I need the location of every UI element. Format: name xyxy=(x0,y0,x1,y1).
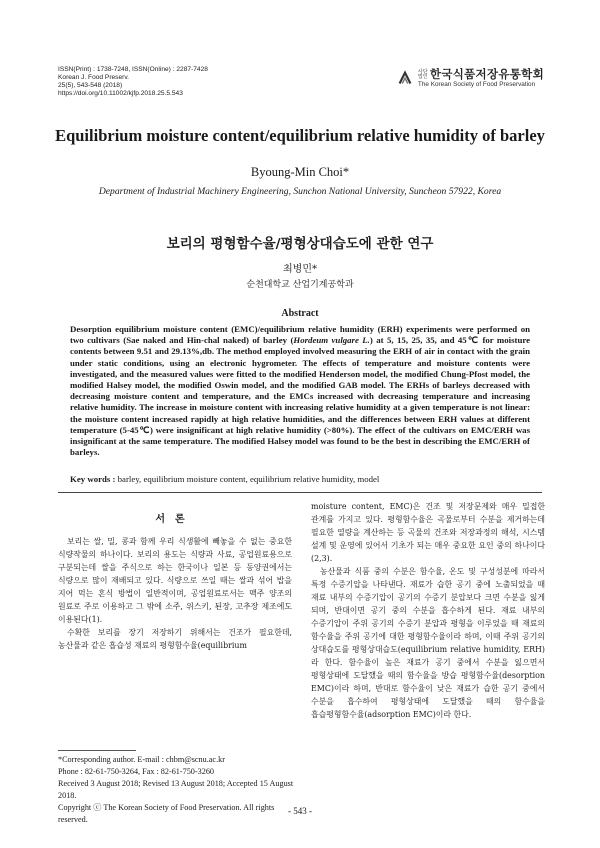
society-name-en: The Korean Society of Food Preservation xyxy=(417,81,536,88)
society-prefix: 사단법인 xyxy=(417,68,428,80)
issn-line: ISSN(Print) : 1738-7248, ISSN(Online) : 2287-7428 xyxy=(58,66,208,73)
keywords-label: Key words : xyxy=(70,474,116,484)
author-en: Byoung-Min Choi* xyxy=(250,165,350,179)
author-kr: 최병민* xyxy=(283,264,317,275)
keywords xyxy=(70,474,540,484)
society-emblem-icon xyxy=(396,70,414,88)
page-number: - 543 - xyxy=(288,806,312,816)
corresponding-author: *Corresponding author. E-mail : chbm@scnu.ac.kr xyxy=(58,755,225,764)
contact-phone: Phone : 82-61-750-3264, Fax : 82-61-750-3260 xyxy=(58,767,215,776)
title-en: Equilibrium moisture content/equilibrium relative humidity of barley xyxy=(55,126,545,145)
doi-link[interactable]: https://doi.org/10.11002/kjfp.2018.25.5.543 xyxy=(58,90,183,97)
journal-meta xyxy=(58,66,208,98)
footnote-divider xyxy=(58,750,136,751)
journal-name: Korean J. Food Preserv. xyxy=(58,74,129,81)
affiliation-en: Department of Industrial Machinery Engineering, Sunchon National University, Suncheon 57922, Korea xyxy=(98,186,502,197)
abstract-part1: Desorption equilibrium moisture content (EMC)/equilibrium relative humidity (ERH) experiments were performed on two cultivars (Sae naked and Hin-chal naked) of barley ( xyxy=(70,324,530,346)
intro-paragraph-3: moisture content, EMC)은 건조 및 저장문제와 매우 밀접한 관계를 가지고 있다. 평형함수율은 곡물로부터 수분을 제거하는데 필요한 열량을 계산하는 등 곡물의 건조와 저장과정의 해석, 시스템 설계 및 운영에 있어서 기초가 되는 매우 중요한 요인 중의 하나이다(2,3). xyxy=(311,502,545,563)
left-column xyxy=(58,500,292,652)
intro-paragraph-4: 농산물과 식품 중의 수분은 함수율, 온도 및 구성성분에 따라서 특정 수증기압을 나타낸다. 재료가 습한 공기 중에 노출되었을 때 재료 내부의 수증기압이 공기의 수증기 분압보다 크면 수분을 잃게 되며, 반대이면 공기 중의 수분을 흡수하게 된다. 재료 내부의 수증기압이 주위 공기의 수증기 분압과 평형을 이루었을 때 재료의 함수율을 주위 공기에 대한 평형함수율이라 하며, 이때 주위 공기의 상대습도를 평형상대습도(equilibrium relative humidity, ERH)라 한다. 함수율이 높은 재료가 공기 중에서 수분을 잃으면서 평형상태에 도달했을 때의 함수율을 방습 평형함수율(desorption EMC)이라 하며, 반대로 함수율이 낮은 재료가 습한 공기 중에서 수분을 흡수하여 평형상태에 도달했을 때의 함수율을 흡습평형함수율(adsorption EMC)이라 한다. xyxy=(311,567,545,719)
intro-paragraph-1: 보리는 쌀, 밀, 콩과 함께 우리 식생활에 빼놓을 수 없는 중요한 식량작물의 하나이다. 보리의 용도는 식량과 사료, 공업원료용으로 구분되는데 쌀을 주식으로 하는 한국이나 일본 등 동양권에서는 식량으로 많이 재배되고 있다. 식량으로 쓰일 때는 쌀과 섞어 밥을 지어 먹는 혼식 방법이 일반적이며, 공업원료로서는 맥주 양조의 원료로 주로 이용하고 그 밖에 소주, 위스키, 된장, 고추장 제조에도 이용된다(1). xyxy=(58,537,292,624)
species-name: Hordeum vulgare L. xyxy=(293,335,370,346)
abstract-part2: ) at 5, 15, 25, 35, and 45℃ for moisture contents between 9.51 and 29.13%,db. The method employed involved measuring the ERH of air in contact with the grain under static conditions, using an electronic hygrometer. The effects of temperature and moisture contents were investigated, and the measured values were fitted to the modified Henderson model, the modified Chung-Pfost model, the modified Halsey model, the modified Oswin model, and the modified GAB model. The ERHs of barleys decreased with decreasing moisture content and temperature, and the EMCs increased with decreasing temperature and increasing relative humidity. The increase in moisture content with increasing relative humidity at a given temperature is not linear: the moisture content increased rapidly at high relative humidities, and the differences between ERH values at different temperature (5-45℃) were insignificant at high relative humidity (>80%). The effect of the cultivars on EMC/ERH was insignificant at the same temperature. The modified Halsey model was found to be the best in describing the EMC/ERH of barleys. xyxy=(70,335,531,458)
title-kr: 보리의 평형함수율/평형상대습도에 관한 연구 xyxy=(166,236,434,252)
section-heading-intro: 서론 xyxy=(155,514,195,525)
volume-pages: 25(5), 543-548 (2018) xyxy=(58,82,123,89)
divider xyxy=(58,492,542,493)
society-name-kr: 한국식품저장유통학회 xyxy=(429,67,544,81)
abstract-body xyxy=(70,324,530,458)
society-logo xyxy=(396,68,544,89)
intro-paragraph-2: 수확한 보리를 장기 저장하기 위해서는 건조가 필요한데, 농산물과 같은 흡습성 재료의 평형함수율(equilibrium xyxy=(58,628,292,650)
right-column xyxy=(311,500,545,721)
copyright: Copyright ⓒ The Korean Society of Food Preservation. All rights reserved. xyxy=(58,803,275,824)
received-dates: Received 3 August 2018; Revised 13 August 2018; Accepted 15 August 2018. xyxy=(58,779,294,800)
abstract-heading: Abstract xyxy=(281,308,319,319)
affiliation-kr: 순천대학교 산업기계공학과 xyxy=(246,280,354,290)
keywords-text: barley, equilibrium moisture content, equilibrium relative humidity, model xyxy=(115,474,380,484)
